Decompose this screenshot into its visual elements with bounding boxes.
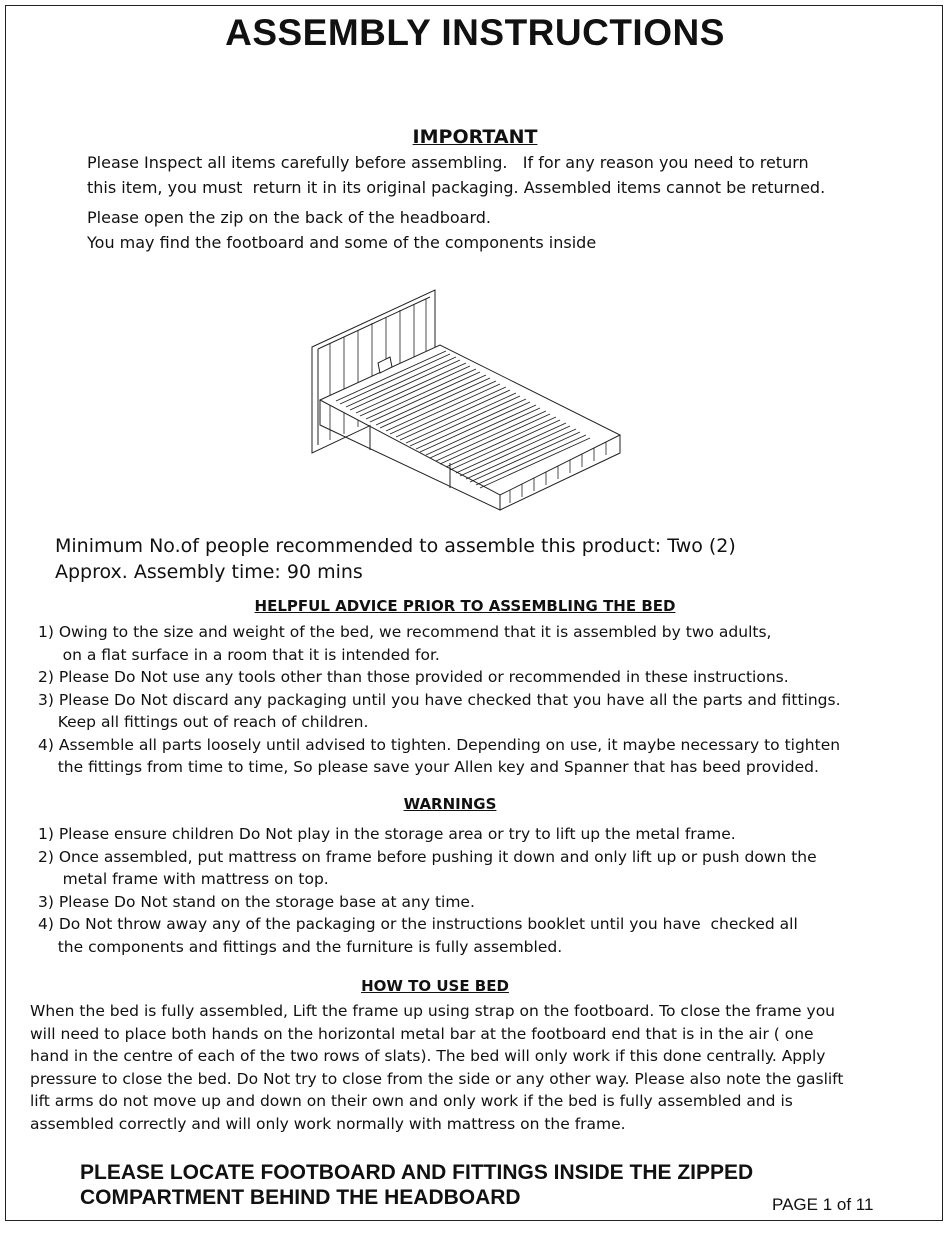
- assembly-time: Approx. Assembly time: 90 mins: [55, 561, 363, 583]
- how-to-use-text: When the bed is fully assembled, Lift the frame up using strap on the footboard. To close the frame you will need to place both hands on the horizontal metal bar at the footboard end that is in the air ( one hand in the centre of each of the two rows of slats). The bed will only work if this done centrally. Apply pressure to close the bed. Do Not try to close from the side or any other way. Please also note the gaslift lift arms do not move up and down on their own and only work if the bed is fully assembled and is assembled correctly and will only work normally with mattress on the frame.: [30, 1002, 844, 1133]
- list-item: 4) Assemble all parts loosely until advised to tighten. Depending on use, it maybe necessary to tighten the fittings from time to time, So please save your Allen key and Spanner that has beed provided.: [38, 735, 841, 776]
- list-item: 3) Please Do Not discard any packaging until you have checked that you have all the parts and fittings. Keep all fittings out of reach of children.: [38, 690, 841, 731]
- warnings-heading: WARNINGS: [403, 795, 497, 813]
- advice-heading: HELPFUL ADVICE PRIOR TO ASSEMBLING THE BED: [254, 597, 676, 615]
- people-required: Minimum No.of people recommended to assemble this product: Two (2): [55, 535, 736, 557]
- important-paragraph-zip: Please open the zip on the back of the headboard. You may find the footboard and some of the components inside: [87, 208, 597, 252]
- list-item: 3) Please Do Not stand on the storage base at any time.: [38, 892, 475, 911]
- important-heading: IMPORTANT: [412, 126, 538, 148]
- warnings-list: [38, 823, 817, 958]
- footboard-notice: PLEASE LOCATE FOOTBOARD AND FITTINGS INSIDE THE ZIPPED COMPARTMENT BEHIND THE HEADBOARD: [80, 1161, 754, 1209]
- bed-illustration: [300, 285, 630, 520]
- how-to-use-heading: HOW TO USE BED: [361, 977, 509, 995]
- list-item: 2) Please Do Not use any tools other than those provided or recommended in these instructions.: [38, 668, 789, 686]
- page-number: PAGE 1 of 11: [772, 1195, 874, 1214]
- list-item: 1) Owing to the size and weight of the bed, we recommend that it is assembled by two adults, on a flat surface in a room that it is intended for.: [38, 623, 772, 664]
- list-item: 2) Once assembled, put mattress on frame before pushing it down and only lift up or push down the metal frame with mattress on top.: [38, 847, 817, 888]
- important-paragraph-returns: Please Inspect all items carefully before assembling. If for any reason you need to return this item, you must return it in its original packaging. Assembled items cannot be returned.: [87, 153, 826, 197]
- page-title: ASSEMBLY INSTRUCTIONS: [225, 12, 725, 53]
- list-item: 1) Please ensure children Do Not play in the storage area or try to lift up the metal frame.: [38, 825, 736, 843]
- list-item: 4) Do Not throw away any of the packaging or the instructions booklet until you have checked all the components and fittings and the furniture is fully assembled.: [38, 915, 798, 956]
- advice-list: [38, 621, 841, 779]
